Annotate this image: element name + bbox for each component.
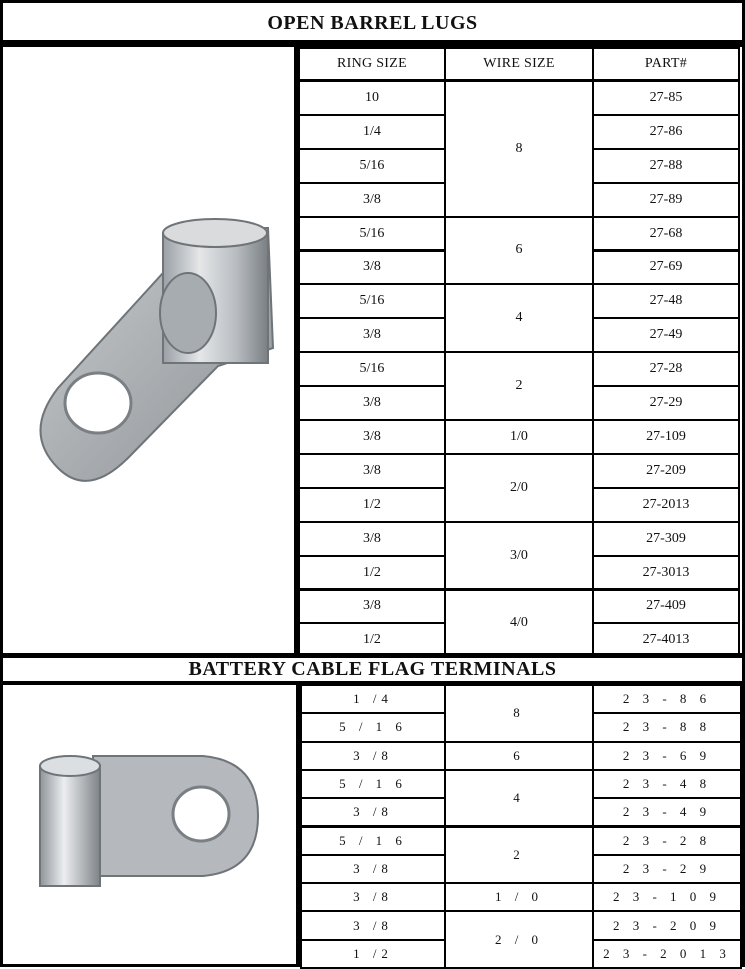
header-ring-size: RING SIZE (298, 47, 446, 81)
wire-size-cell: 2 (444, 351, 594, 421)
divider (0, 40, 745, 47)
ring-size-cell: 5 / 1 6 (300, 826, 446, 856)
flag-terminal-image (3, 686, 297, 964)
part-number-cell: 27-49 (592, 317, 740, 353)
part-number-cell: 2 3 - 1 0 9 (592, 882, 742, 912)
ring-size-cell: 1 /2 (300, 939, 446, 969)
part-number-cell: 2 3 - 4 8 (592, 769, 742, 799)
header-part-number: PART# (592, 47, 740, 81)
part-number-cell: 2 3 - 2 9 (592, 854, 742, 884)
lug-shape (41, 219, 274, 481)
ring-size-cell: 3/8 (298, 385, 446, 421)
part-number-cell: 27-29 (592, 385, 740, 421)
wire-size-cell: 2 (444, 826, 594, 885)
part-number-cell: 27-4013 (592, 622, 740, 658)
part-number-cell: 27-68 (592, 216, 740, 252)
header-wire-size: WIRE SIZE (444, 47, 594, 81)
ring-size-cell: 3/8 (298, 250, 446, 286)
ring-size-cell: 3/8 (298, 453, 446, 489)
part-number-cell: 27-89 (592, 182, 740, 218)
part-number-cell: 27-28 (592, 351, 740, 387)
ring-size-cell: 5 / 1 6 (300, 712, 446, 742)
wire-size-cell: 2 / 0 (444, 910, 594, 969)
part-number-cell: 2 3 - 2 8 (592, 826, 742, 856)
ring-size-cell: 3 /8 (300, 854, 446, 884)
wire-size-cell: 3/0 (444, 521, 594, 591)
ring-size-cell: 3 /8 (300, 910, 446, 940)
ring-size-cell: 10 (298, 80, 446, 116)
ring-size-cell: 3 /8 (300, 797, 446, 827)
part-number-cell: 27-209 (592, 453, 740, 489)
ring-lug-image (3, 48, 298, 652)
part-number-cell: 2 3 - 8 8 (592, 712, 742, 742)
ring-size-cell: 3 /8 (300, 882, 446, 912)
ring-size-cell: 5 / 1 6 (300, 769, 446, 799)
wire-size-cell: 6 (444, 216, 594, 286)
ring-size-cell: 5/16 (298, 216, 446, 252)
ring-size-cell: 3/8 (298, 521, 446, 557)
part-number-cell: 27-86 (592, 114, 740, 150)
wire-size-cell: 1 / 0 (444, 882, 594, 912)
part-number-cell: 2 3 - 2 0 1 3 (592, 939, 742, 969)
part-number-cell: 27-409 (592, 589, 740, 625)
wire-size-cell: 4 (444, 769, 594, 828)
part-number-cell: 2 3 - 8 6 (592, 684, 742, 714)
ring-size-cell: 1 /4 (300, 684, 446, 714)
wire-size-cell: 4/0 (444, 589, 594, 659)
ring-size-cell: 3/8 (298, 589, 446, 625)
part-number-cell: 27-48 (592, 283, 740, 319)
wire-size-cell: 1/0 (444, 419, 594, 455)
ring-size-cell: 5/16 (298, 283, 446, 319)
wire-size-cell: 8 (444, 684, 594, 743)
ring-size-cell: 3/8 (298, 419, 446, 455)
ring-size-cell: 3/8 (298, 317, 446, 353)
part-number-cell: 27-85 (592, 80, 740, 116)
ring-size-cell: 5/16 (298, 351, 446, 387)
wire-size-cell: 2/0 (444, 453, 594, 523)
part-number-cell: 27-109 (592, 419, 740, 455)
part-number-cell: 27-2013 (592, 487, 740, 523)
wire-size-cell: 4 (444, 283, 594, 353)
wire-size-cell: 6 (444, 741, 594, 771)
ring-size-cell: 1/2 (298, 487, 446, 523)
part-number-cell: 27-309 (592, 521, 740, 557)
ring-size-cell: 1/2 (298, 622, 446, 658)
part-number-cell: 2 3 - 6 9 (592, 741, 742, 771)
wire-size-cell: 8 (444, 80, 594, 218)
ring-size-cell: 3 /8 (300, 741, 446, 771)
ring-size-cell: 5/16 (298, 148, 446, 184)
section2-title: BATTERY CABLE FLAG TERMINALS (188, 658, 557, 680)
ring-size-cell: 1/4 (298, 114, 446, 150)
section1-title: OPEN BARREL LUGS (267, 12, 478, 34)
part-number-cell: 27-69 (592, 250, 740, 286)
flag-shape (40, 756, 258, 886)
part-number-cell: 27-88 (592, 148, 740, 184)
part-number-cell: 2 3 - 2 0 9 (592, 910, 742, 940)
part-number-cell: 27-3013 (592, 555, 740, 591)
ring-size-cell: 3/8 (298, 182, 446, 218)
part-number-cell: 2 3 - 4 9 (592, 797, 742, 827)
ring-size-cell: 1/2 (298, 555, 446, 591)
